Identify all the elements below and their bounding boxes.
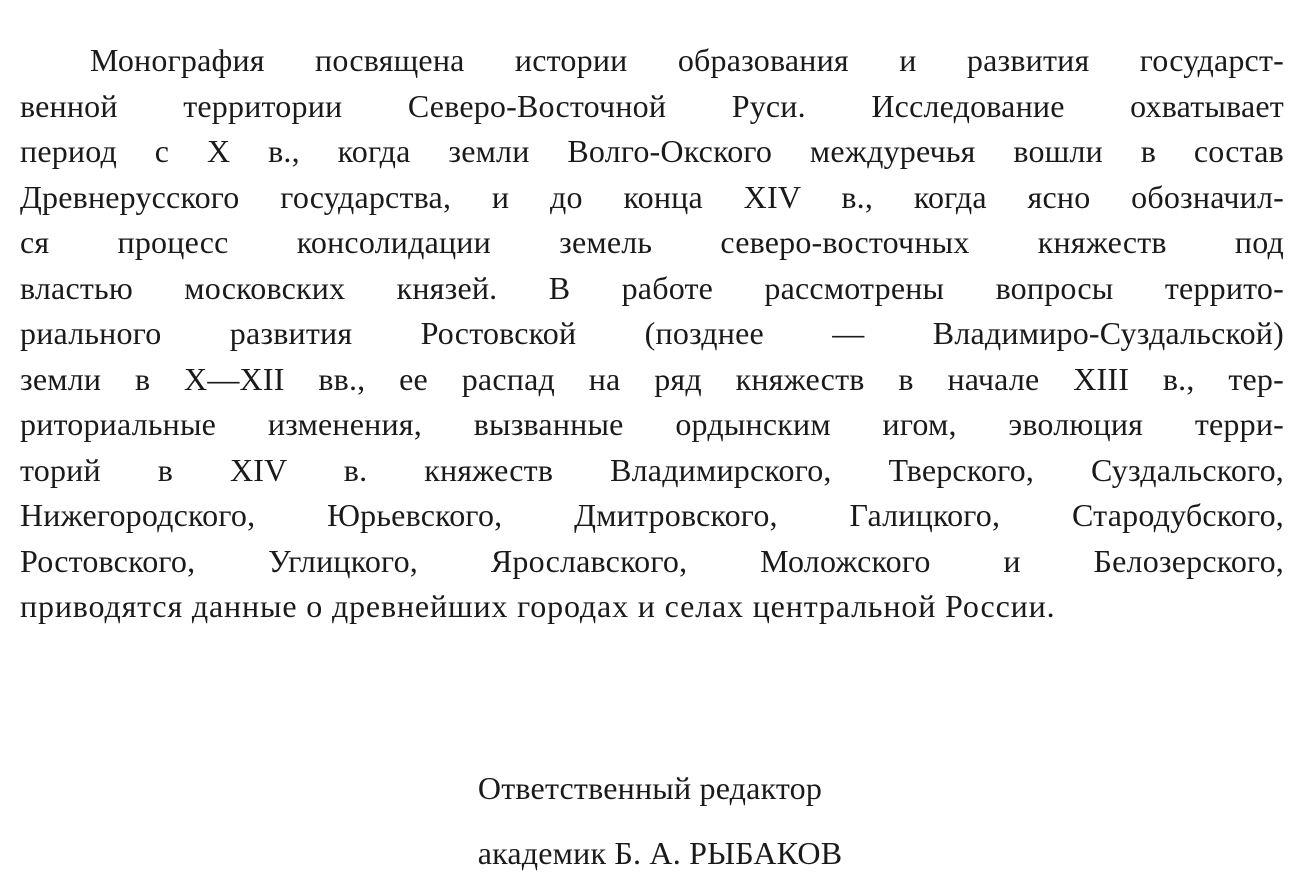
abstract-line: Ростовского, Углицкого, Ярославского, Моложского и Белозерского, <box>20 542 1284 579</box>
abstract-line: Нижегородского, Юрьевского, Дмитровского, Галицкого, Стародубского, <box>20 497 1284 533</box>
editor-name: академик Б. А. РЫБАКОВ <box>477 835 843 871</box>
abstract-line: Древнерусского государства, и до конца XIV в., когда ясно обозначил- <box>20 178 1284 215</box>
abstract-line: Монография посвящена истории образования и развития государст- <box>90 42 1284 78</box>
abstract-line: властью московских князей. В работе рассмотрены вопросы террито- <box>20 269 1284 306</box>
abstract-paragraph <box>20 38 1284 630</box>
abstract-line: период с X в., когда земли Волго-Окского междуречья вошли в состав <box>20 133 1284 169</box>
editor-role: Ответственный редактор <box>477 770 823 806</box>
abstract-line: ся процесс консолидации земель северо-восточных княжеств под <box>20 224 1284 260</box>
abstract-line: торий в XIV в. княжеств Владимирского, Тверского, Суздальского, <box>20 451 1284 488</box>
abstract-line: риториальные изменения, вызванные ордынским игом, эволюция терри- <box>20 406 1284 442</box>
abstract-line: венной территории Северо-Восточной Руси. Исследование охватывает <box>20 87 1284 124</box>
abstract-line: земли в X—XII вв., ее распад на ряд княжеств в начале XIII в., тер- <box>20 360 1284 397</box>
abstract-line: приводятся данные о древнейших городах и селах центральной России. <box>20 588 1056 624</box>
abstract-line: риального развития Ростовской (позднее — Владимиро-Суздальской) <box>20 315 1284 351</box>
